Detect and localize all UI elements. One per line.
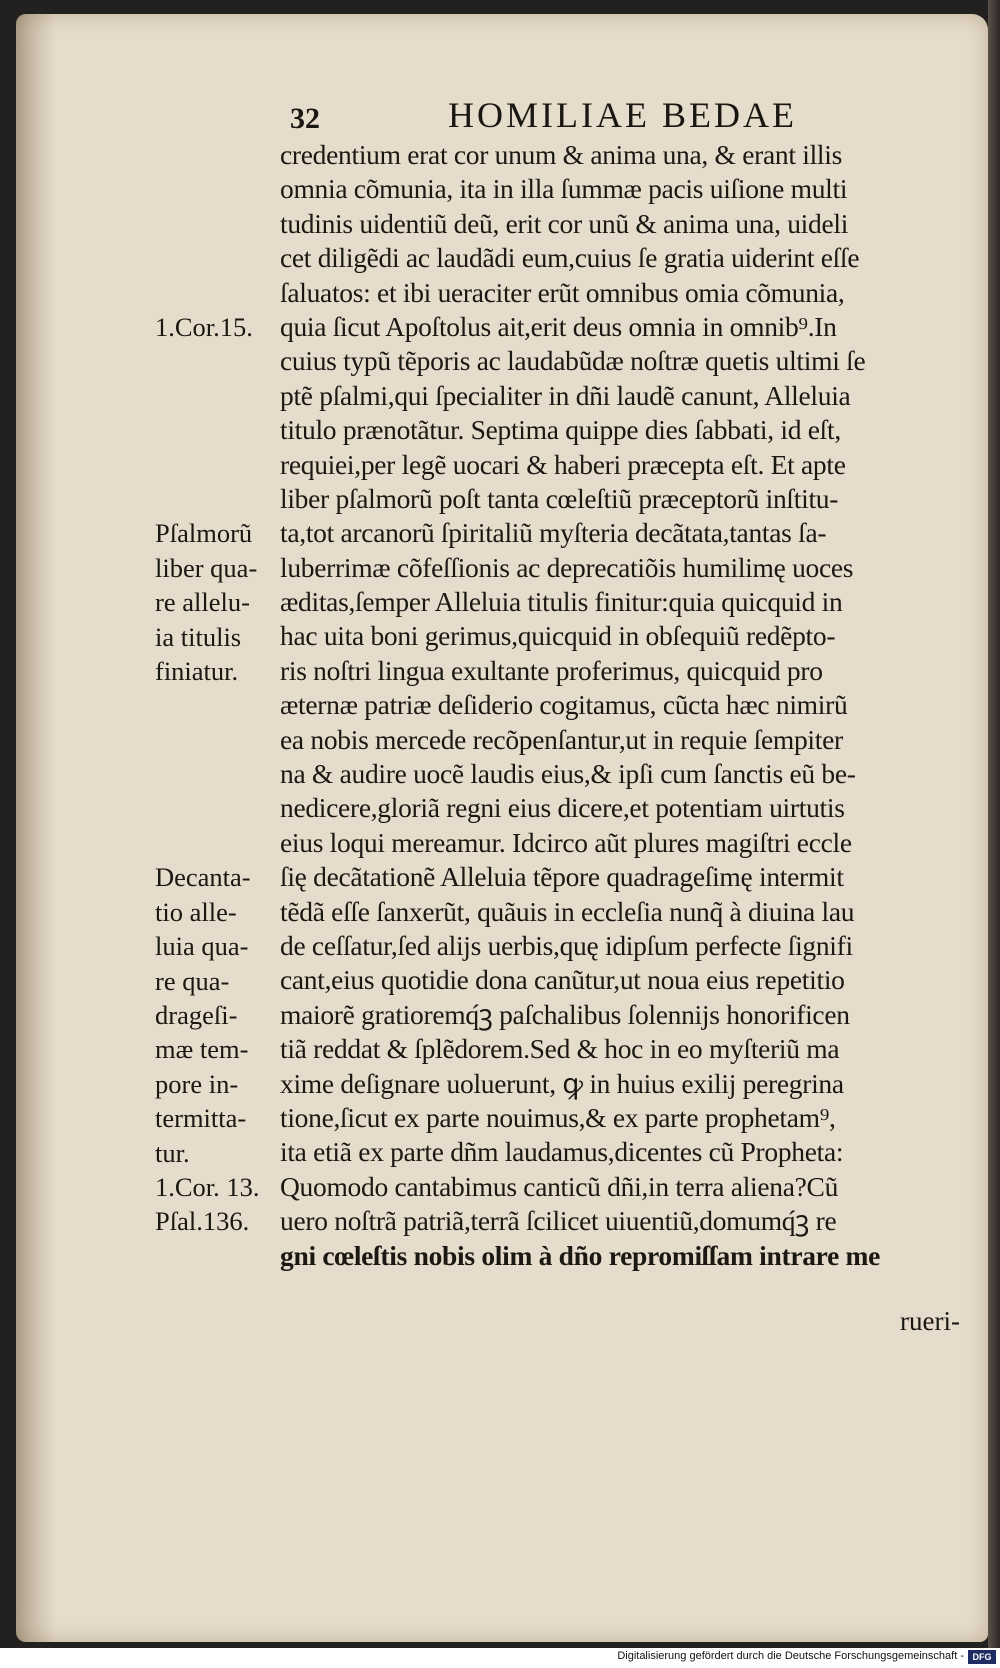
- text-line: ita etiã ex parte dñm laudamus,dicentes cũ Propheta:: [280, 1136, 844, 1168]
- text-line: xime deſignare uoluerunt, ꝙ in huius exilij peregrina: [280, 1067, 844, 1099]
- marginal-note: [155, 860, 275, 1170]
- text-line: na & audire uocẽ laudis eius,& ipſi cum ſanctis eũ be-: [280, 758, 856, 790]
- marginal-note-line: Decanta-: [155, 862, 251, 893]
- marginal-note-line: tur.: [155, 1137, 190, 1168]
- marginal-note-line: Pſal.136.: [155, 1206, 250, 1237]
- catchword: rueri-: [900, 1306, 960, 1336]
- text-line: tudinis uidentiũ deũ, erit cor unũ & anima una, uideli: [280, 207, 849, 239]
- marginal-note-line: mæ tem-: [155, 1034, 249, 1065]
- text-line: æditas,ſemper Alleluia titulis finitur:quia quicquid in: [280, 586, 843, 618]
- gutter-shadow: [16, 14, 56, 1642]
- marginal-note: [155, 516, 275, 688]
- text-line: nedicere,gloriã regni eius dicere,et potentiam uirtutis: [280, 792, 845, 824]
- marginal-note-line: re qua-: [155, 965, 230, 996]
- marginal-note-line: liber qua-: [155, 552, 258, 583]
- marginal-note-line: 1.Cor.15.: [155, 312, 253, 342]
- text-line: maiorẽ gratioremq́ꝫ paſchalibus ſolennijs honorificen: [280, 998, 850, 1030]
- text-line: luberrimæ cõfeſſionis ac deprecatiõis humilimę uoces: [280, 551, 854, 583]
- text-line: de ceſſatur,ſed alijs uerbis,quę idipſum perfecte ſignifi: [280, 929, 853, 961]
- text-line: æternæ patriæ deſiderio cogitamus, cũcta hæc nimirũ: [280, 689, 848, 721]
- text-line: tẽdã eſſe ſanxerũt, quãuis in eccleſia nunq̃ à diuina lau: [280, 895, 855, 927]
- digitization-credit: Digitalisierung gefördert durch die Deutsche Forschungsgemeinschaft -: [617, 1650, 964, 1662]
- marginal-note: [155, 1170, 275, 1204]
- text-line: cant,eius quotidie dona canũtur,ut noua eius repetitio: [280, 964, 845, 996]
- page-header: [0, 94, 1000, 140]
- text-line: uero noſtrã patriã,terrã ſcilicet uiuentiũ,domumq́ꝫ re: [280, 1205, 837, 1237]
- text-line: ptẽ pſalmi,qui ſpecialiter in dñi laudẽ canunt, Alleluia: [280, 379, 851, 411]
- text-line: requiei,per legẽ uocari & haberi præcepta eſt. Et apte: [280, 448, 846, 480]
- marginal-note-line: finiatur.: [155, 656, 239, 687]
- text-line: quia ſicut Apoſtolus ait,erit deus omnia in omnib⁹.In: [280, 310, 837, 342]
- marginal-note-line: luia qua-: [155, 931, 249, 962]
- running-head: HOMILIAE BEDAE: [448, 95, 797, 135]
- marginal-note-line: Pſalmorũ: [155, 518, 253, 549]
- text-line: omnia cõmunia, ita in illa ſummæ pacis uiſione multi: [280, 173, 848, 205]
- text-line: ſię decãtationẽ Alleluia tẽpore quadrageſimę intermit: [280, 861, 844, 893]
- text-line: titulo prænotãtur. Septima quippe dies ſabbati, id eſt,: [280, 414, 841, 446]
- marginal-note-line: pore in-: [155, 1068, 239, 1099]
- text-line: credentium erat cor unum & anima una, & erant illis: [280, 139, 843, 170]
- text-line: cuius typũ tẽporis ac laudabũdæ noſtræ quetis ultimi ſe: [280, 345, 866, 377]
- text-line: liber pſalmorũ poſt tanta cœleſtiũ præceptorũ inſtitu-: [280, 482, 839, 514]
- dfg-logo: DFG: [968, 1650, 996, 1664]
- text-line: tione,ſicut ex parte nouimus,& ex parte prophetam⁹,: [280, 1101, 836, 1133]
- body-text: [280, 138, 980, 1273]
- text-line: ſaluatos: et ibi ueraciter erũt omnibus omia cõmunia,: [280, 276, 845, 308]
- marginal-note-line: termitta-: [155, 1103, 247, 1134]
- marginal-note-line: tio alle-: [155, 896, 237, 927]
- page-edge: [988, 0, 1000, 1648]
- marginal-note: [155, 1204, 275, 1238]
- marginal-note: [155, 310, 275, 344]
- text-line: ris noſtri lingua exultante proferimus, quicquid pro: [280, 654, 823, 686]
- marginal-note-line: drageſi-: [155, 1000, 238, 1031]
- text-line: ta,tot arcanorũ ſpiritaliũ myſteria decãtata,tantas ſa-: [280, 517, 827, 549]
- text-line: Quomodo cantabimus canticũ dñi,in terra aliena?Cũ: [280, 1170, 839, 1202]
- text-line: hac uita boni gerimus,quicquid in obſequiũ redẽpto-: [280, 620, 836, 652]
- text-line: tiã reddat & ſplẽdorem.Sed & hoc in eo myſteriũ ma: [280, 1033, 840, 1065]
- text-line: gni cœleſtis nobis olim à dño repromiſſam intrare me: [280, 1239, 881, 1271]
- text-line: cet diligẽdi ac laudãdi eum,cuius ſe gratia uiderint eſſe: [280, 242, 860, 274]
- marginal-note-line: ia titulis: [155, 621, 242, 652]
- text-line: ea nobis mercede recõpenſantur,ut in requie ſempiter: [280, 723, 843, 755]
- marginal-note-line: 1.Cor. 13.: [155, 1172, 260, 1202]
- marginal-note-line: re allelu-: [155, 587, 250, 618]
- text-line: eius loqui mereamur. Idcirco aũt plures magiſtri eccle: [280, 826, 852, 858]
- page-number: 32: [290, 102, 320, 135]
